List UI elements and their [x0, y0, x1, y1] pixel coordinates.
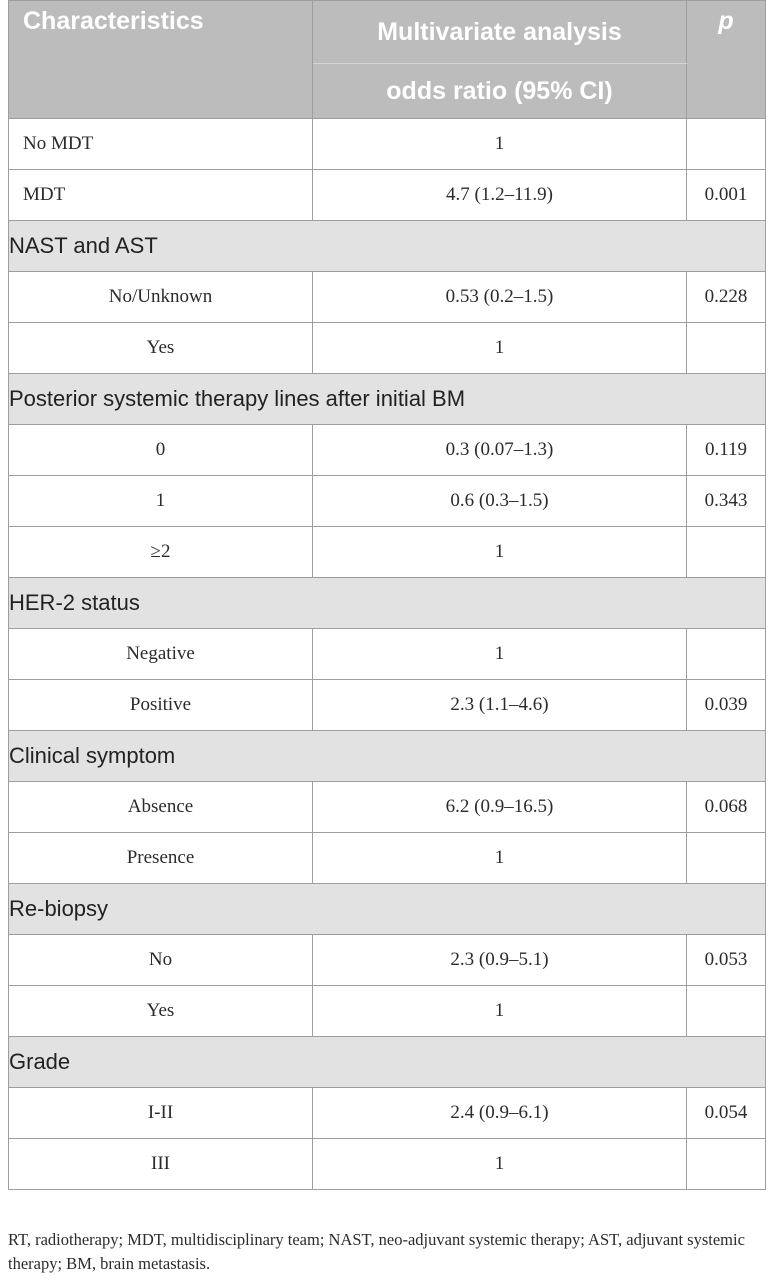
table-row	[9, 935, 766, 986]
table-row	[9, 476, 766, 527]
row-label: Yes	[9, 323, 313, 374]
table-body	[9, 119, 766, 1190]
table-footnote: RT, radiotherapy; MDT, multidisciplinary team; NAST, neo-adjuvant systemic therapy; AST, adjuvant systemic therapy; BM, brain metastasis.	[8, 1230, 745, 1273]
table-row	[9, 986, 766, 1037]
odds-ratio-cell: 1	[313, 323, 687, 374]
group-label: Clinical symptom	[9, 731, 766, 782]
header-row	[9, 1, 766, 64]
odds-ratio-cell: 1	[313, 986, 687, 1037]
group-header-row	[9, 578, 766, 629]
table-row	[9, 680, 766, 731]
row-label: III	[9, 1139, 313, 1190]
odds-ratio-cell: 2.4 (0.9–6.1)	[313, 1088, 687, 1139]
p-value-cell: 0.343	[687, 476, 766, 527]
p-value-cell: 0.039	[687, 680, 766, 731]
group-header-row	[9, 731, 766, 782]
group-label: Posterior systemic therapy lines after initial BM	[9, 374, 766, 425]
table-container	[8, 0, 765, 1190]
table-row	[9, 425, 766, 476]
p-value-cell: 0.054	[687, 1088, 766, 1139]
odds-ratio-cell: 0.53 (0.2–1.5)	[313, 272, 687, 323]
odds-ratio-cell: 6.2 (0.9–16.5)	[313, 782, 687, 833]
row-label: ≥2	[9, 527, 313, 578]
p-value-cell	[687, 119, 766, 170]
p-value-cell: 0.001	[687, 170, 766, 221]
results-table	[8, 0, 766, 1190]
p-value-cell	[687, 833, 766, 884]
table-row	[9, 170, 766, 221]
row-label: 0	[9, 425, 313, 476]
odds-ratio-cell: 0.6 (0.3–1.5)	[313, 476, 687, 527]
row-label: Positive	[9, 680, 313, 731]
header-p-value: p	[687, 1, 766, 119]
odds-ratio-cell: 4.7 (1.2–11.9)	[313, 170, 687, 221]
odds-ratio-cell: 1	[313, 527, 687, 578]
odds-ratio-cell: 1	[313, 119, 687, 170]
row-label: No MDT	[9, 119, 313, 170]
table-row	[9, 527, 766, 578]
table-row	[9, 629, 766, 680]
group-label: Grade	[9, 1037, 766, 1088]
header-odds-ratio: odds ratio (95% CI)	[313, 64, 687, 119]
table-row	[9, 782, 766, 833]
p-value-cell	[687, 986, 766, 1037]
group-label: HER-2 status	[9, 578, 766, 629]
odds-ratio-cell: 2.3 (0.9–5.1)	[313, 935, 687, 986]
table-row	[9, 1139, 766, 1190]
group-header-row	[9, 1037, 766, 1088]
p-value-cell: 0.228	[687, 272, 766, 323]
p-value-cell: 0.068	[687, 782, 766, 833]
p-value-cell	[687, 1139, 766, 1190]
p-value-cell: 0.119	[687, 425, 766, 476]
p-value-cell: 0.053	[687, 935, 766, 986]
p-value-cell	[687, 629, 766, 680]
odds-ratio-cell: 0.3 (0.07–1.3)	[313, 425, 687, 476]
row-label: I-II	[9, 1088, 313, 1139]
row-label: MDT	[9, 170, 313, 221]
p-value-cell	[687, 527, 766, 578]
row-label: Presence	[9, 833, 313, 884]
table-row	[9, 1088, 766, 1139]
group-label: Re-biopsy	[9, 884, 766, 935]
odds-ratio-cell: 1	[313, 1139, 687, 1190]
odds-ratio-cell: 1	[313, 629, 687, 680]
group-label: NAST and AST	[9, 221, 766, 272]
table-row	[9, 119, 766, 170]
group-header-row	[9, 374, 766, 425]
table-row	[9, 323, 766, 374]
odds-ratio-cell: 2.3 (1.1–4.6)	[313, 680, 687, 731]
header-characteristics: Characteristics	[9, 1, 313, 119]
table-header	[9, 1, 766, 119]
header-multivariate: Multivariate analysis	[313, 1, 687, 64]
row-label: 1	[9, 476, 313, 527]
table-row	[9, 833, 766, 884]
row-label: Yes	[9, 986, 313, 1037]
row-label: Negative	[9, 629, 313, 680]
odds-ratio-cell: 1	[313, 833, 687, 884]
row-label: No	[9, 935, 313, 986]
table-row	[9, 272, 766, 323]
p-value-cell	[687, 323, 766, 374]
group-header-row	[9, 884, 766, 935]
group-header-row	[9, 221, 766, 272]
row-label: Absence	[9, 782, 313, 833]
row-label: No/Unknown	[9, 272, 313, 323]
